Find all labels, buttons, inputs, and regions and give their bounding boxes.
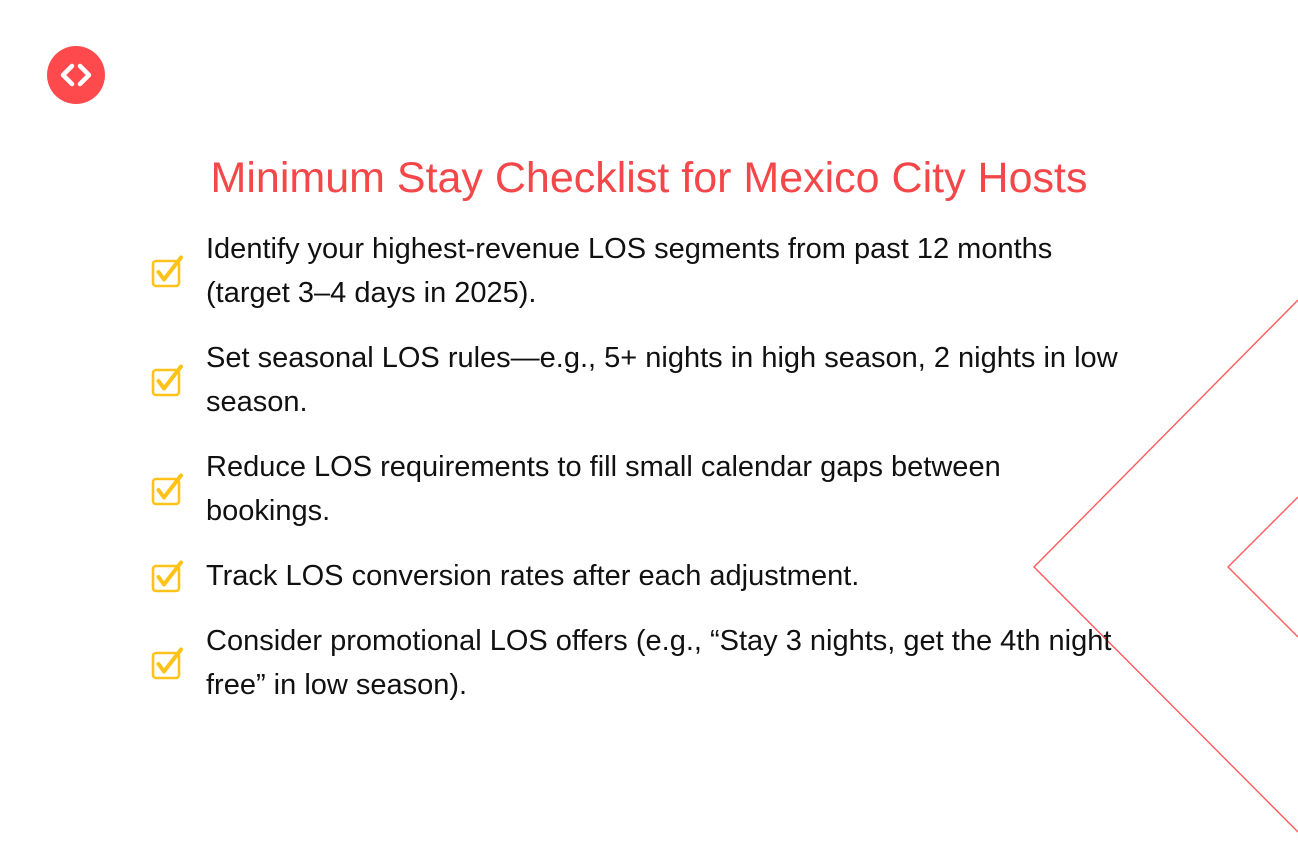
list-item-text: Set seasonal LOS rules—e.g., 5+ nights in high season, 2 nights in low season. [206,342,1118,418]
checkbox-checked-icon [150,253,186,289]
list-item [150,554,1130,598]
checkbox-checked-icon [150,362,186,398]
page-title: Minimum Stay Checklist for Mexico City Hosts [210,154,1088,202]
list-item-text: Reduce LOS requirements to fill small calendar gaps between bookings. [206,451,1001,527]
list-item-text: Track LOS conversion rates after each adjustment. [206,560,860,592]
checkbox-checked-icon [150,645,186,681]
list-item-text: Identify your highest-revenue LOS segments from past 12 months (target 3–4 days in 2025). [206,233,1053,309]
list-item-text: Consider promotional LOS offers (e.g., “Stay 3 nights, get the 4th night free” in low season). [206,625,1112,701]
list-item [150,619,1130,707]
list-item [150,227,1130,315]
list-item [150,445,1130,533]
code-brackets-icon [47,46,105,104]
checklist [150,227,1130,707]
brand-logo[interactable] [47,46,105,104]
list-item [150,336,1130,424]
checkbox-checked-icon [150,558,186,594]
checkbox-checked-icon [150,471,186,507]
